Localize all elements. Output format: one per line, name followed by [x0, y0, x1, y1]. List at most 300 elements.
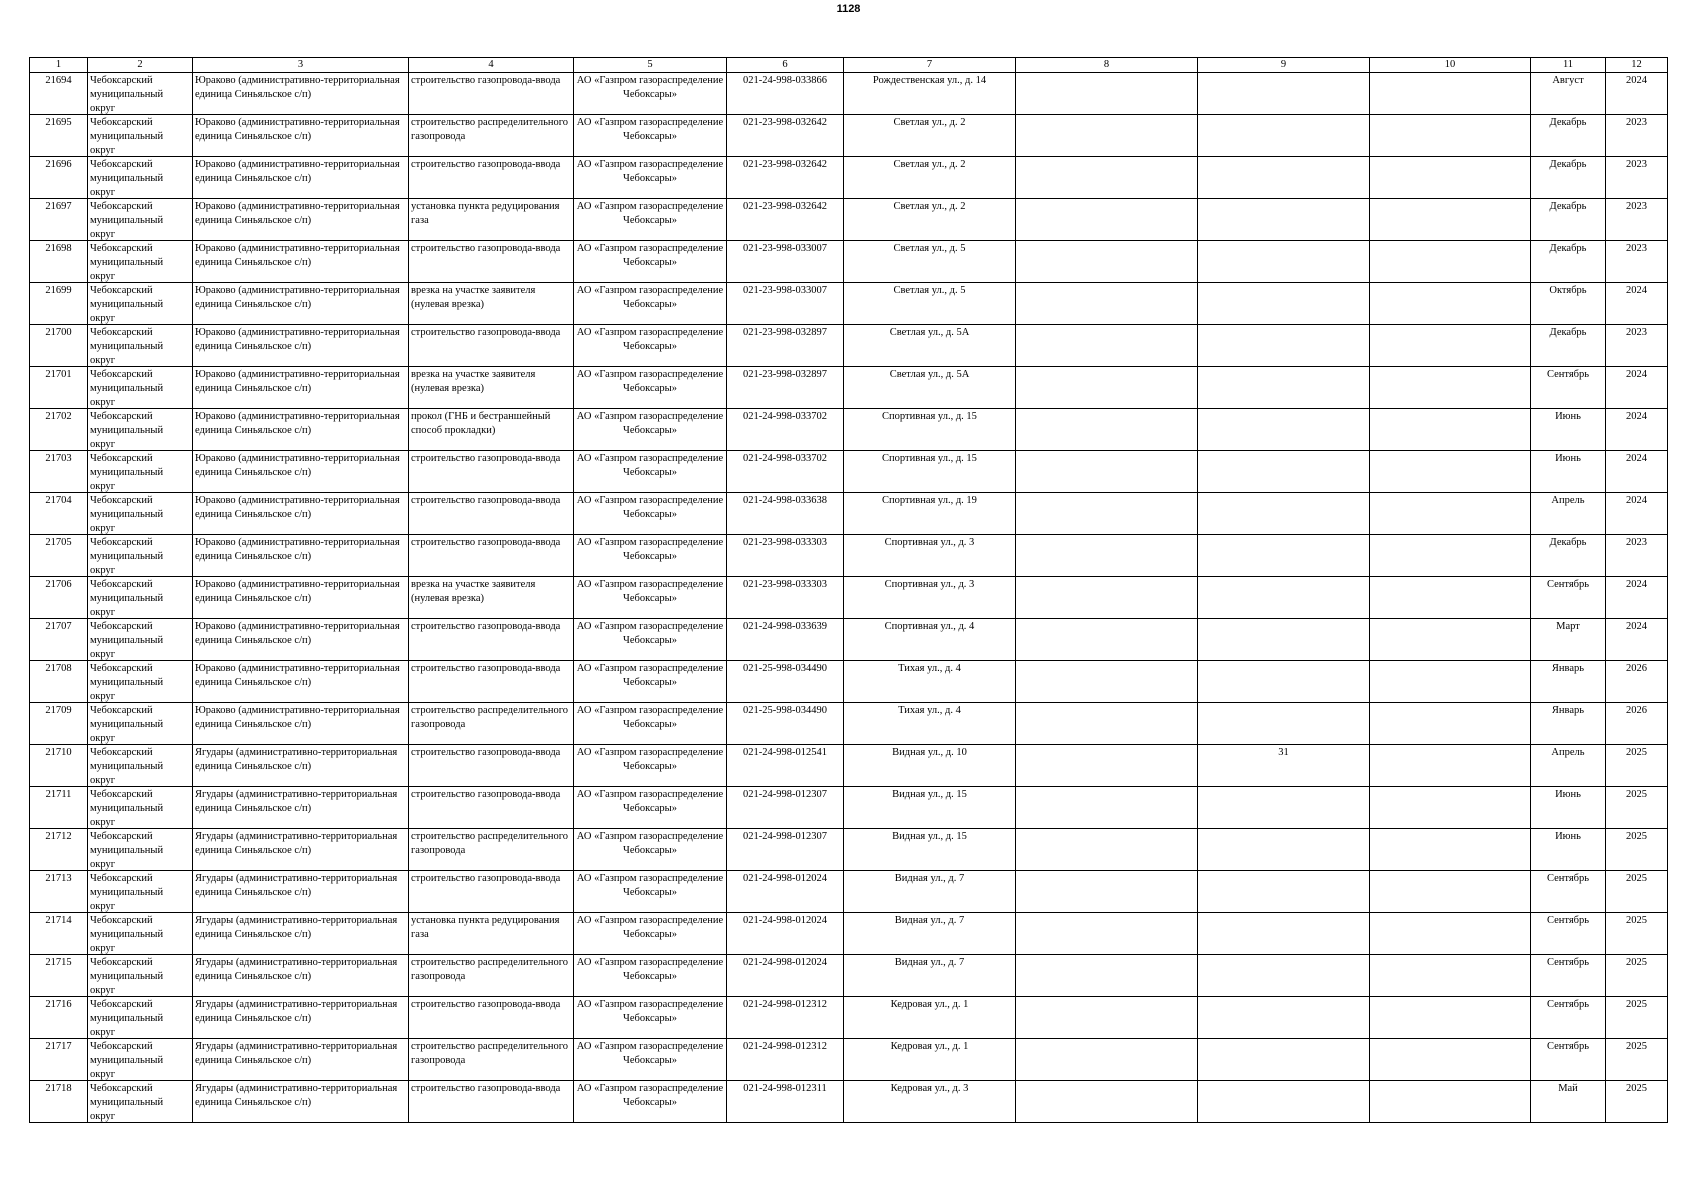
settlement-cell-text: Юраково (административно-территориальная единица Синьяльское с/п)	[195, 369, 400, 394]
row-number-cell	[30, 619, 88, 661]
address-cell-text: Светлая ул., д. 2	[893, 201, 966, 212]
year-cell	[1606, 661, 1668, 703]
month-cell	[1531, 73, 1606, 115]
row-number-cell	[30, 199, 88, 241]
table-row	[30, 535, 1668, 577]
column-8-cell-text	[1018, 1040, 1195, 1080]
district-cell	[88, 1039, 193, 1081]
district-cell-text: Чебоксарский муниципальный округ	[90, 243, 164, 282]
settlement-cell	[193, 451, 409, 493]
table-row	[30, 115, 1668, 157]
address-cell-text: Спортивная ул., д. 3	[884, 579, 975, 590]
address-cell	[844, 619, 1016, 661]
settlement-cell	[193, 745, 409, 787]
district-cell	[88, 493, 193, 535]
column-9-cell	[1198, 577, 1370, 619]
address-cell-text: Видная ул., д. 10	[892, 747, 967, 758]
contract-number-cell	[727, 1039, 844, 1081]
column-8-cell-text	[1018, 536, 1195, 576]
month-cell	[1531, 535, 1606, 577]
month-cell-text: Апрель	[1551, 747, 1585, 758]
settlement-cell-text: Юраково (административно-территориальная единица Синьяльское с/п)	[195, 411, 400, 436]
row-number-cell	[30, 997, 88, 1039]
settlement-cell-text: Ягудары (административно-территориальная единица Синьяльское с/п)	[195, 873, 398, 898]
month-cell	[1531, 157, 1606, 199]
year-cell-text: 2025	[1626, 789, 1647, 800]
column-10-cell	[1370, 115, 1531, 157]
district-cell	[88, 241, 193, 283]
contract-number-cell-text: 021-24-998-012311	[743, 1083, 827, 1094]
settlement-cell	[193, 955, 409, 997]
month-cell	[1531, 367, 1606, 409]
column-9-cell	[1198, 745, 1370, 787]
month-cell	[1531, 199, 1606, 241]
column-9-cell-text	[1200, 284, 1367, 324]
column-8-cell	[1016, 619, 1198, 661]
year-cell-text: 2023	[1626, 537, 1647, 548]
work-type-cell-text: строительство распределительного газопровода	[411, 705, 569, 730]
column-10-cell	[1370, 199, 1531, 241]
settlement-cell	[193, 703, 409, 745]
column-header-1: 1	[30, 58, 88, 73]
column-8-cell-text	[1018, 74, 1195, 114]
table-row	[30, 367, 1668, 409]
address-cell-text: Тихая ул., д. 4	[898, 663, 961, 674]
row-number-cell	[30, 745, 88, 787]
row-number-cell	[30, 283, 88, 325]
address-cell-text: Спортивная ул., д. 15	[882, 453, 977, 464]
column-8-cell	[1016, 997, 1198, 1039]
month-cell-text: Июнь	[1555, 411, 1581, 422]
month-cell-text: Март	[1556, 621, 1580, 632]
row-number-cell-text: 21697	[45, 201, 72, 212]
settlement-cell-text: Ягудары (административно-территориальная единица Синьяльское с/п)	[195, 831, 398, 856]
district-cell-text: Чебоксарский муниципальный округ	[90, 159, 164, 198]
contract-number-cell-text: 021-24-998-033638	[743, 495, 827, 506]
month-cell-text: Май	[1558, 1083, 1578, 1094]
work-type-cell-text: строительство газопровода-ввода	[411, 1083, 561, 1094]
contract-number-cell	[727, 787, 844, 829]
column-10-cell-text	[1372, 998, 1528, 1038]
settlement-cell	[193, 283, 409, 325]
settlement-cell-text: Ягудары (административно-территориальная единица Синьяльское с/п)	[195, 747, 398, 772]
table-row	[30, 997, 1668, 1039]
address-cell-text: Видная ул., д. 7	[894, 915, 965, 926]
column-8-cell	[1016, 829, 1198, 871]
row-number-cell-text: 21698	[45, 243, 72, 254]
address-cell	[844, 199, 1016, 241]
district-cell	[88, 157, 193, 199]
month-cell-text: Декабрь	[1549, 537, 1587, 548]
row-number-cell-text: 21704	[45, 495, 72, 506]
year-cell	[1606, 367, 1668, 409]
column-10-cell	[1370, 661, 1531, 703]
year-cell	[1606, 787, 1668, 829]
work-type-cell-text: строительство газопровода-ввода	[411, 75, 561, 86]
contract-number-cell-text: 021-23-998-032897	[743, 327, 827, 338]
contract-number-cell	[727, 283, 844, 325]
address-cell-text: Светлая ул., д. 2	[893, 159, 966, 170]
month-cell-text: Апрель	[1551, 495, 1585, 506]
district-cell	[88, 787, 193, 829]
month-cell-text: Январь	[1551, 663, 1585, 674]
address-cell	[844, 955, 1016, 997]
contract-number-cell-text: 021-23-998-033303	[743, 579, 827, 590]
column-header-7: 7	[844, 58, 1016, 73]
column-10-cell	[1370, 619, 1531, 661]
row-number-cell-text: 21707	[45, 621, 72, 632]
column-8-cell	[1016, 745, 1198, 787]
column-9-cell-text	[1200, 368, 1367, 408]
year-cell	[1606, 1081, 1668, 1123]
organization-cell	[574, 325, 727, 367]
column-9-cell	[1198, 1081, 1370, 1123]
organization-cell	[574, 493, 727, 535]
column-10-cell-text	[1372, 746, 1528, 786]
organization-cell	[574, 241, 727, 283]
column-8-cell-text	[1018, 704, 1195, 744]
column-9-cell-text	[1200, 452, 1367, 492]
table-row	[30, 1039, 1668, 1081]
district-cell-text: Чебоксарский муниципальный округ	[90, 747, 164, 786]
column-9-cell-text	[1200, 200, 1367, 240]
column-10-cell	[1370, 157, 1531, 199]
address-cell	[844, 997, 1016, 1039]
row-number-cell-text: 21702	[45, 411, 72, 422]
column-header-12: 12	[1606, 58, 1668, 73]
organization-cell-text: АО «Газпром газораспределение Чебоксары»	[576, 117, 724, 142]
work-type-cell-text: строительство газопровода-ввода	[411, 873, 561, 884]
column-8-cell-text	[1018, 326, 1195, 366]
column-9-cell	[1198, 871, 1370, 913]
row-number-cell	[30, 1081, 88, 1123]
column-header-8: 8	[1016, 58, 1198, 73]
column-8-cell-text	[1018, 368, 1195, 408]
column-10-cell	[1370, 1081, 1531, 1123]
column-8-cell-text	[1018, 662, 1195, 702]
column-8-cell	[1016, 241, 1198, 283]
settlement-cell	[193, 619, 409, 661]
address-cell-text: Видная ул., д. 15	[892, 789, 967, 800]
month-cell-text: Декабрь	[1549, 201, 1587, 212]
district-cell	[88, 73, 193, 115]
column-8-cell	[1016, 367, 1198, 409]
column-8-cell-text	[1018, 914, 1195, 954]
row-number-cell-text: 21717	[45, 1041, 72, 1052]
district-cell-text: Чебоксарский муниципальный округ	[90, 999, 164, 1038]
row-number-cell-text: 21710	[45, 747, 72, 758]
column-10-cell-text	[1372, 74, 1528, 114]
organization-cell	[574, 283, 727, 325]
row-number-cell	[30, 73, 88, 115]
column-8-cell-text	[1018, 452, 1195, 492]
work-type-cell-text: строительство газопровода-ввода	[411, 621, 561, 632]
settlement-cell-text: Юраково (административно-территориальная единица Синьяльское с/п)	[195, 453, 400, 478]
table-row	[30, 199, 1668, 241]
column-10-cell-text	[1372, 326, 1528, 366]
organization-cell-text: АО «Газпром газораспределение Чебоксары»	[576, 789, 724, 814]
district-cell-text: Чебоксарский муниципальный округ	[90, 705, 164, 744]
address-cell	[844, 535, 1016, 577]
work-type-cell	[409, 241, 574, 283]
address-cell-text: Спортивная ул., д. 3	[884, 537, 975, 548]
work-type-cell	[409, 367, 574, 409]
column-8-cell-text	[1018, 494, 1195, 534]
table-row	[30, 661, 1668, 703]
month-cell	[1531, 325, 1606, 367]
work-type-cell-text: прокол (ГНБ и бестраншейный способ прокладки)	[411, 411, 551, 436]
work-type-cell	[409, 787, 574, 829]
year-cell-text: 2024	[1626, 411, 1647, 422]
month-cell	[1531, 703, 1606, 745]
column-8-cell-text	[1018, 158, 1195, 198]
column-8-cell	[1016, 157, 1198, 199]
month-cell-text: Сентябрь	[1546, 873, 1590, 884]
contract-number-cell-text: 021-24-998-012024	[743, 915, 827, 926]
column-8-cell	[1016, 283, 1198, 325]
month-cell-text: Сентябрь	[1546, 579, 1590, 590]
column-9-cell-text	[1200, 536, 1367, 576]
row-number-cell	[30, 703, 88, 745]
column-9-cell-text	[1200, 242, 1367, 282]
settlement-cell	[193, 493, 409, 535]
year-cell-text: 2026	[1626, 663, 1647, 674]
year-cell-text: 2023	[1626, 201, 1647, 212]
row-number-cell-text: 21700	[45, 327, 72, 338]
column-9-cell	[1198, 997, 1370, 1039]
month-cell	[1531, 493, 1606, 535]
month-cell-text: Декабрь	[1549, 159, 1587, 170]
column-9-cell-text	[1200, 830, 1367, 870]
work-type-cell	[409, 325, 574, 367]
column-8-cell-text	[1018, 242, 1195, 282]
column-10-cell-text	[1372, 116, 1528, 156]
month-cell	[1531, 577, 1606, 619]
column-10-cell	[1370, 73, 1531, 115]
column-8-cell-text	[1018, 578, 1195, 618]
header-row	[30, 58, 1668, 73]
row-number-cell	[30, 661, 88, 703]
year-cell	[1606, 997, 1668, 1039]
settlement-cell-text: Юраково (административно-территориальная единица Синьяльское с/п)	[195, 579, 400, 604]
column-8-cell-text	[1018, 998, 1195, 1038]
column-10-cell	[1370, 871, 1531, 913]
month-cell	[1531, 745, 1606, 787]
row-number-cell	[30, 325, 88, 367]
table-row	[30, 73, 1668, 115]
column-10-cell-text	[1372, 242, 1528, 282]
year-cell-text: 2025	[1626, 999, 1647, 1010]
district-cell-text: Чебоксарский муниципальный округ	[90, 873, 164, 912]
year-cell	[1606, 409, 1668, 451]
table-row	[30, 409, 1668, 451]
settlement-cell	[193, 1081, 409, 1123]
address-cell	[844, 829, 1016, 871]
contract-number-cell-text: 021-23-998-033303	[743, 537, 827, 548]
table-row	[30, 787, 1668, 829]
column-9-cell-text	[1200, 704, 1367, 744]
column-header-2: 2	[88, 58, 193, 73]
column-10-cell-text	[1372, 578, 1528, 618]
contract-number-cell	[727, 241, 844, 283]
year-cell-text: 2024	[1626, 285, 1647, 296]
month-cell-text: Июнь	[1555, 453, 1581, 464]
organization-cell	[574, 829, 727, 871]
organization-cell	[574, 409, 727, 451]
address-cell-text: Светлая ул., д. 5А	[889, 327, 970, 338]
month-cell	[1531, 913, 1606, 955]
district-cell	[88, 955, 193, 997]
column-9-cell-text	[1200, 74, 1367, 114]
work-type-cell	[409, 577, 574, 619]
work-type-cell	[409, 661, 574, 703]
year-cell	[1606, 577, 1668, 619]
district-cell	[88, 283, 193, 325]
organization-cell	[574, 199, 727, 241]
district-cell	[88, 199, 193, 241]
contract-number-cell-text: 021-23-998-033007	[743, 243, 827, 254]
contract-number-cell	[727, 619, 844, 661]
district-cell-text: Чебоксарский муниципальный округ	[90, 915, 164, 954]
settlement-cell	[193, 409, 409, 451]
column-9-cell-text: 31	[1278, 747, 1289, 758]
column-9-cell	[1198, 913, 1370, 955]
column-8-cell-text	[1018, 410, 1195, 450]
address-cell-text: Видная ул., д. 7	[894, 873, 965, 884]
row-number-cell-text: 21706	[45, 579, 72, 590]
organization-cell	[574, 535, 727, 577]
column-10-cell	[1370, 829, 1531, 871]
contract-number-cell	[727, 661, 844, 703]
column-9-cell-text	[1200, 116, 1367, 156]
column-9-cell	[1198, 493, 1370, 535]
column-10-cell-text	[1372, 914, 1528, 954]
year-cell-text: 2025	[1626, 915, 1647, 926]
column-8-cell-text	[1018, 200, 1195, 240]
column-8-cell	[1016, 913, 1198, 955]
work-type-cell-text: строительство газопровода-ввода	[411, 495, 561, 506]
settlement-cell-text: Юраково (административно-территориальная единица Синьяльское с/п)	[195, 117, 400, 142]
column-header-4: 4	[409, 58, 574, 73]
column-10-cell-text	[1372, 158, 1528, 198]
row-number-cell-text: 21703	[45, 453, 72, 464]
settlement-cell	[193, 829, 409, 871]
address-cell	[844, 1081, 1016, 1123]
address-cell	[844, 115, 1016, 157]
organization-cell-text: АО «Газпром газораспределение Чебоксары»	[576, 201, 724, 226]
organization-cell-text: АО «Газпром газораспределение Чебоксары»	[576, 75, 724, 100]
column-9-cell-text	[1200, 620, 1367, 660]
column-10-cell	[1370, 409, 1531, 451]
month-cell	[1531, 115, 1606, 157]
contract-number-cell	[727, 955, 844, 997]
row-number-cell	[30, 829, 88, 871]
year-cell	[1606, 157, 1668, 199]
table-row	[30, 829, 1668, 871]
column-10-cell	[1370, 913, 1531, 955]
district-cell	[88, 451, 193, 493]
work-type-cell	[409, 997, 574, 1039]
settlement-cell-text: Ягудары (административно-территориальная единица Синьяльское с/п)	[195, 999, 398, 1024]
settlement-cell	[193, 157, 409, 199]
column-8-cell-text	[1018, 830, 1195, 870]
address-cell	[844, 409, 1016, 451]
contract-number-cell-text: 021-24-998-033702	[743, 411, 827, 422]
district-cell	[88, 703, 193, 745]
column-8-cell-text	[1018, 788, 1195, 828]
settlement-cell-text: Ягудары (административно-территориальная единица Синьяльское с/п)	[195, 915, 398, 940]
column-9-cell	[1198, 73, 1370, 115]
work-type-cell-text: строительство газопровода-ввода	[411, 747, 561, 758]
district-cell	[88, 619, 193, 661]
column-10-cell	[1370, 703, 1531, 745]
settlement-cell	[193, 661, 409, 703]
district-cell-text: Чебоксарский муниципальный округ	[90, 495, 164, 534]
organization-cell	[574, 913, 727, 955]
column-10-cell	[1370, 1039, 1531, 1081]
column-9-cell-text	[1200, 1082, 1367, 1122]
settlement-cell-text: Ягудары (административно-территориальная единица Синьяльское с/п)	[195, 1083, 398, 1108]
column-9-cell-text	[1200, 1040, 1367, 1080]
organization-cell	[574, 451, 727, 493]
organization-cell-text: АО «Газпром газораспределение Чебоксары»	[576, 537, 724, 562]
column-10-cell	[1370, 241, 1531, 283]
contract-number-cell-text: 021-25-998-034490	[743, 663, 827, 674]
district-cell	[88, 535, 193, 577]
organization-cell	[574, 703, 727, 745]
address-cell	[844, 703, 1016, 745]
column-10-cell-text	[1372, 536, 1528, 576]
settlement-cell-text: Юраково (административно-территориальная единица Синьяльское с/п)	[195, 705, 400, 730]
month-cell-text: Сентябрь	[1546, 999, 1590, 1010]
work-type-cell	[409, 703, 574, 745]
organization-cell-text: АО «Газпром газораспределение Чебоксары»	[576, 873, 724, 898]
work-type-cell-text: строительство газопровода-ввода	[411, 159, 561, 170]
settlement-cell-text: Ягудары (административно-территориальная единица Синьяльское с/п)	[195, 789, 398, 814]
contract-number-cell	[727, 367, 844, 409]
column-8-cell	[1016, 1081, 1198, 1123]
organization-cell	[574, 1039, 727, 1081]
column-10-cell	[1370, 745, 1531, 787]
organization-cell	[574, 955, 727, 997]
row-number-cell-text: 21701	[45, 369, 72, 380]
year-cell	[1606, 829, 1668, 871]
address-cell-text: Светлая ул., д. 5	[893, 285, 966, 296]
year-cell-text: 2024	[1626, 369, 1647, 380]
year-cell-text: 2023	[1626, 117, 1647, 128]
year-cell	[1606, 451, 1668, 493]
address-cell-text: Спортивная ул., д. 4	[884, 621, 975, 632]
work-type-cell-text: строительство распределительного газопровода	[411, 117, 569, 142]
column-8-cell	[1016, 451, 1198, 493]
month-cell-text: Июнь	[1555, 789, 1581, 800]
month-cell-text: Сентябрь	[1546, 1041, 1590, 1052]
contract-number-cell	[727, 535, 844, 577]
settlement-cell-text: Юраково (административно-территориальная единица Синьяльское с/п)	[195, 201, 400, 226]
contract-number-cell-text: 021-23-998-032642	[743, 201, 827, 212]
address-cell	[844, 745, 1016, 787]
organization-cell-text: АО «Газпром газораспределение Чебоксары»	[576, 495, 724, 520]
work-type-cell-text: строительство распределительного газопровода	[411, 1041, 569, 1066]
column-9-cell	[1198, 619, 1370, 661]
contract-number-cell	[727, 409, 844, 451]
district-cell-text: Чебоксарский муниципальный округ	[90, 579, 164, 618]
column-10-cell	[1370, 493, 1531, 535]
district-cell-text: Чебоксарский муниципальный округ	[90, 453, 164, 492]
column-9-cell	[1198, 451, 1370, 493]
settlement-cell-text: Юраково (административно-территориальная единица Синьяльское с/п)	[195, 663, 400, 688]
column-10-cell	[1370, 997, 1531, 1039]
